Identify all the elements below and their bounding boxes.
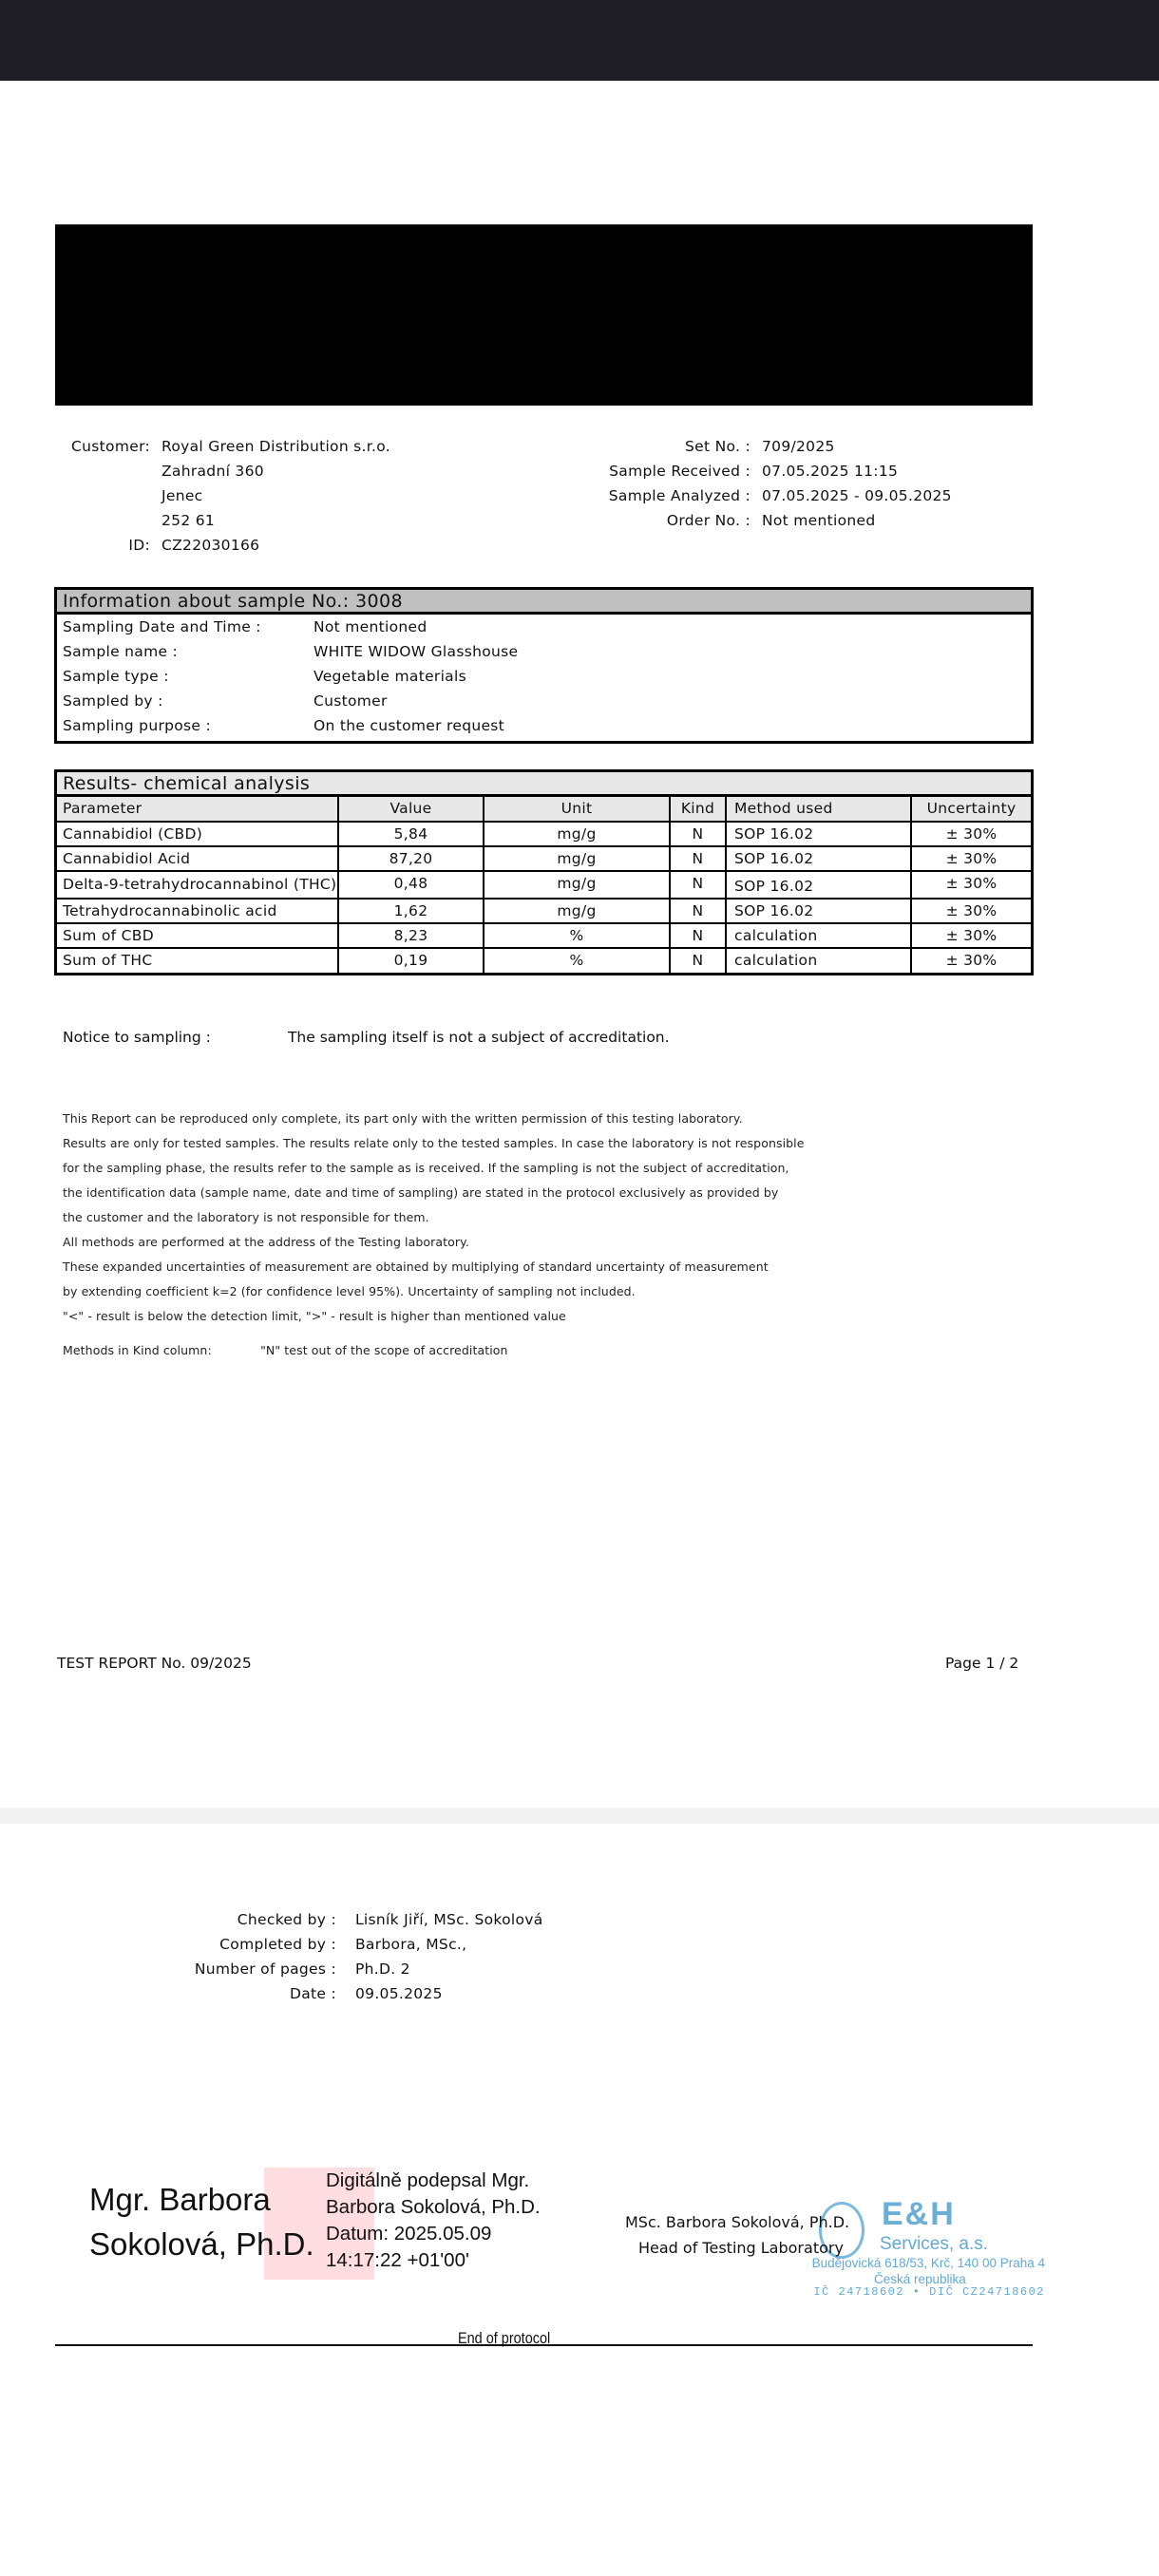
customer-label: Customer: [71, 438, 150, 455]
signature-info-line: Barbora Sokolová, Ph.D. [326, 2196, 541, 2218]
date-value: 09.05.2025 [355, 1985, 443, 2002]
customer-city: Jenec [162, 487, 203, 504]
cell-kind: N [670, 871, 726, 899]
col-value: Value [338, 797, 484, 822]
sample-info-row [57, 615, 1031, 639]
sample-info-value: Vegetable materials [314, 668, 466, 685]
customer-labels [55, 434, 150, 558]
notice-label: Notice to sampling : [63, 1029, 211, 1046]
customer-id-label: ID: [128, 537, 150, 554]
signature-info-line: Datum: 2025.05.09 [326, 2223, 492, 2245]
cell-method: SOP 16.02 [726, 846, 911, 871]
table-row [57, 846, 1031, 871]
sample-info-label: Sampling purpose : [63, 717, 211, 734]
redacted-header-block [55, 224, 1033, 406]
received-label: Sample Received : [609, 463, 750, 480]
cell-kind: N [670, 846, 726, 871]
cell-uncertainty: ± 30% [911, 822, 1031, 846]
approval-labels [142, 1907, 336, 2006]
cell-uncertainty: ± 30% [911, 923, 1031, 948]
cell-kind: N [670, 923, 726, 948]
cell-value: 5,84 [338, 822, 484, 846]
cell-parameter: Cannabidiol (CBD) [57, 822, 338, 846]
cell-parameter: Tetrahydrocannabinolic acid [57, 899, 338, 923]
meta-values [762, 434, 952, 533]
sample-info-value: WHITE WIDOW Glasshouse [314, 643, 519, 660]
table-row [57, 923, 1031, 948]
cell-method: calculation [726, 923, 911, 948]
sample-info-label: Sampled by : [63, 692, 163, 710]
stamp-services: Services, a.s. [880, 2234, 989, 2254]
digital-signature-info [326, 2168, 541, 2274]
cell-value: 0,19 [338, 948, 484, 973]
results-header-row [57, 797, 1031, 822]
page-number: Page 1 / 2 [945, 1655, 1019, 1672]
pages-label: Number of pages : [194, 1960, 336, 1978]
signer-title: Head of Testing Laboratory [638, 2239, 844, 2257]
sample-info-row [57, 639, 1031, 664]
approval-values [355, 1907, 543, 2006]
table-row [57, 871, 1031, 899]
checked-by-label: Checked by : [237, 1911, 336, 1928]
signature-name-line: Sokolová, Ph.D. [89, 2226, 314, 2262]
fine-print-line: the customer and the laboratory is not responsible for them. [63, 1210, 429, 1224]
sample-info-row [57, 713, 1031, 738]
sample-info-value: On the customer request [314, 717, 505, 734]
col-parameter: Parameter [57, 797, 338, 822]
customer-zip: 252 61 [162, 512, 216, 529]
cell-value: 87,20 [338, 846, 484, 871]
cell-unit: % [484, 948, 670, 973]
set-no-label: Set No. : [685, 438, 750, 455]
sample-info-box [54, 587, 1034, 744]
stamp-address: Budějovická 618/53, Krč, 140 00 Praha 4 [811, 2256, 1045, 2270]
cell-uncertainty: ± 30% [911, 846, 1031, 871]
signature-info-line: 14:17:22 +01'00' [326, 2249, 469, 2271]
set-no-value: 709/2025 [762, 438, 835, 455]
cell-kind: N [670, 899, 726, 923]
results-table [54, 769, 1034, 975]
received-value: 07.05.2025 11:15 [762, 463, 899, 480]
fine-print-line: "<" - result is below the detection limit, ">" - result is higher than mentioned value [63, 1309, 566, 1323]
cell-method: SOP 16.02 [726, 822, 911, 846]
report-page-1 [0, 81, 1159, 1808]
sample-info-title: Information about sample No.: 3008 [57, 590, 1031, 615]
customer-id: CZ22030166 [162, 537, 260, 554]
fine-print-line: by extending coefficient k=2 (for confidence level 95%). Uncertainty of sampling not included. [63, 1284, 636, 1298]
cell-kind: N [670, 948, 726, 973]
notice-text: The sampling itself is not a subject of accreditation. [287, 1029, 670, 1046]
cell-parameter: Sum of CBD [57, 923, 338, 948]
cell-parameter: Sum of THC [57, 948, 338, 973]
table-row [57, 948, 1031, 973]
cell-value: 1,62 [338, 899, 484, 923]
fine-print-line: for the sampling phase, the results refer to the sample as is received. If the sampling is not the subject of accreditation, [63, 1161, 789, 1175]
cell-unit: mg/g [484, 822, 670, 846]
digital-signature-name [89, 2177, 314, 2266]
sample-info-label: Sample type : [63, 668, 169, 685]
page-separator [0, 1808, 1159, 1824]
sample-info-value: Not mentioned [314, 618, 428, 635]
report-number: TEST REPORT No. 09/2025 [57, 1655, 252, 1672]
signer-name: MSc. Barbora Sokolová, Ph.D. [625, 2213, 850, 2231]
cell-method: SOP 16.02 [726, 899, 911, 923]
sample-info-row [57, 664, 1031, 689]
cell-uncertainty: ± 30% [911, 871, 1031, 899]
fine-print-line: Results are only for tested samples. The results relate only to the tested samples. In case the laboratory is not responsible [63, 1136, 805, 1150]
cell-value: 0,48 [338, 871, 484, 899]
date-label: Date : [290, 1985, 336, 2002]
analyzed-label: Sample Analyzed : [608, 487, 750, 504]
kind-column-note [63, 1338, 805, 1363]
col-kind: Kind [670, 797, 726, 822]
completed-by-label: Completed by : [219, 1936, 336, 1953]
customer-street: Zahradní 360 [162, 463, 264, 480]
completed-by-value: Barbora, MSc., [355, 1936, 467, 1953]
stamp-country: Česká republika [874, 2272, 966, 2286]
cell-value: 8,23 [338, 923, 484, 948]
fine-print-line: the identification data (sample name, date and time of sampling) are stated in the protocol exclusively as provided by [63, 1185, 779, 1200]
order-label: Order No. : [666, 512, 750, 529]
cell-method: calculation [726, 948, 911, 973]
order-value: Not mentioned [762, 512, 876, 529]
viewer-top-bar [0, 0, 1159, 81]
cell-kind: N [670, 822, 726, 846]
cell-unit: mg/g [484, 846, 670, 871]
results-title: Results- chemical analysis [57, 772, 1031, 797]
table-row [57, 822, 1031, 846]
cell-unit: mg/g [484, 871, 670, 899]
checked-by-value: Lisník Jiří, MSc. Sokolová [355, 1911, 543, 1928]
fine-print-line: These expanded uncertainties of measurement are obtained by multiplying of standard uncertainty of measurement [63, 1260, 769, 1274]
col-uncertainty: Uncertainty [911, 797, 1031, 822]
fine-print-line: This Report can be reproduced only complete, its part only with the written permission of this testing laboratory. [63, 1111, 743, 1126]
stamp-brand: E&H [882, 2196, 956, 2232]
cell-parameter: Delta-9-tetrahydrocannabinol (THC) [57, 871, 338, 899]
customer-values [162, 434, 390, 558]
col-method: Method used [726, 797, 911, 822]
cell-unit: % [484, 923, 670, 948]
sampling-notice [63, 1029, 670, 1046]
col-unit: Unit [484, 797, 670, 822]
pages-value: Ph.D. 2 [355, 1960, 410, 1978]
cell-parameter: Cannabidiol Acid [57, 846, 338, 871]
cell-method: SOP 16.02 [726, 871, 911, 899]
report-page-2 [0, 1824, 1159, 2576]
cell-uncertainty: ± 30% [911, 948, 1031, 973]
sample-info-label: Sampling Date and Time : [63, 618, 261, 635]
cell-uncertainty: ± 30% [911, 899, 1031, 923]
cell-unit: mg/g [484, 899, 670, 923]
signature-info-line: Digitálně podepsal Mgr. [326, 2169, 530, 2191]
customer-name: Royal Green Distribution s.r.o. [162, 438, 390, 455]
meta-labels [560, 434, 750, 533]
sample-info-value: Customer [314, 692, 388, 710]
fine-print-line: All methods are performed at the address of the Testing laboratory. [63, 1235, 469, 1249]
kind-note-label: Methods in Kind column: [63, 1343, 212, 1357]
end-of-protocol: End of protocol [458, 2329, 551, 2347]
fine-print [63, 1107, 805, 1363]
analyzed-value: 07.05.2025 - 09.05.2025 [762, 487, 952, 504]
stamp-ids: IČ 24718602 • DIČ CZ24718602 [813, 2285, 1045, 2299]
sample-info-row [57, 689, 1031, 713]
sample-info-label: Sample name : [63, 643, 179, 660]
table-row [57, 899, 1031, 923]
kind-note-text: "N" test out of the scope of accreditation [260, 1343, 508, 1357]
signature-name-line: Mgr. Barbora [89, 2182, 271, 2217]
